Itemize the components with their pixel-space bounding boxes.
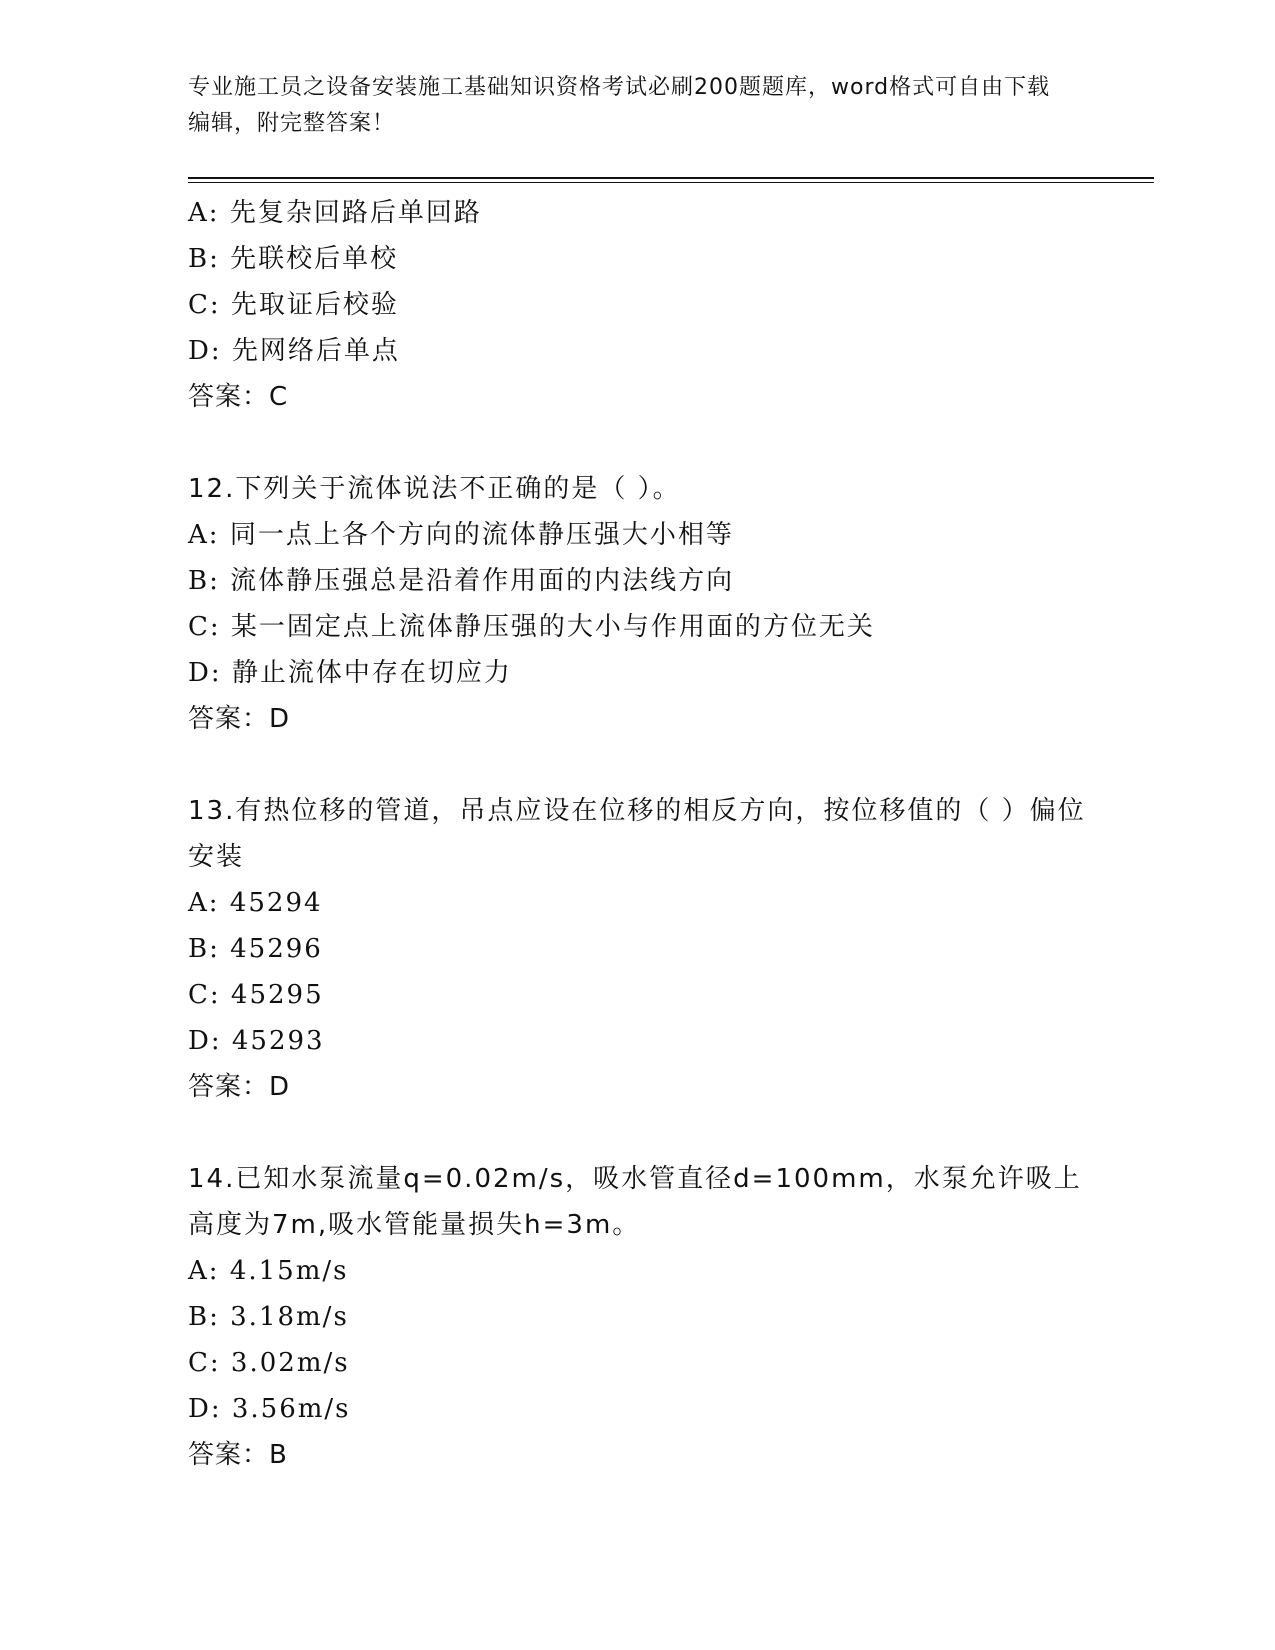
document-header: 专业施工员之设备安装施工基础知识资格考试必刷200题题库，word格式可自由下载编辑，附完整答案！ (188, 75, 1051, 136)
option-a (188, 190, 1088, 236)
option-text: 先联校后单校 (230, 244, 399, 274)
answer-label: 答案： (188, 1440, 270, 1470)
answer-value: D (269, 1072, 291, 1102)
option-b (188, 926, 1088, 972)
option-text: 3.18m/s (230, 1302, 349, 1332)
option-text: 先复杂回路后单回路 (229, 198, 482, 228)
header-rule-thin (188, 182, 1154, 183)
option-letter: A: (188, 198, 220, 228)
option-c (188, 1340, 1088, 1386)
option-text: 45293 (231, 1026, 325, 1056)
option-letter: C: (188, 612, 221, 642)
answer-value: C (269, 382, 289, 412)
option-b (188, 558, 1088, 604)
question-text: 12.下列关于流体说法不正确的是（ ）。 (188, 474, 681, 504)
option-a (188, 1248, 1088, 1294)
option-letter: A: (188, 888, 220, 918)
answer-label: 答案： (188, 1072, 270, 1102)
option-letter: A: (188, 520, 220, 550)
option-text: 静止流体中存在切应力 (231, 658, 512, 688)
question-block (188, 466, 1088, 742)
option-c (188, 972, 1088, 1018)
option-text: 4.15m/s (229, 1256, 349, 1286)
header-rule-thick (188, 177, 1154, 179)
answer-line (188, 1064, 1088, 1110)
answer-value: D (269, 704, 291, 734)
option-d (188, 1386, 1088, 1432)
question-text: 14.已知水泵流量q=0.02m/s，吸水管直径d=100mm，水泵允许吸上高度为7m,吸水管能量损失h=3m。 (188, 1164, 1082, 1240)
answer-label: 答案： (188, 382, 270, 412)
option-text: 3.02m/s (230, 1348, 350, 1378)
option-text: 3.56m/s (231, 1394, 351, 1424)
option-text: 某一固定点上流体静压强的大小与作用面的方位无关 (230, 612, 875, 642)
question-block (188, 788, 1088, 1110)
option-text: 45295 (230, 980, 324, 1010)
option-letter: A: (188, 1256, 220, 1286)
option-d (188, 1018, 1088, 1064)
option-letter: B: (188, 1302, 220, 1332)
question-list (188, 190, 1088, 1524)
option-a (188, 512, 1088, 558)
option-letter: C: (188, 980, 221, 1010)
option-text: 先网络后单点 (231, 336, 400, 366)
option-c (188, 282, 1088, 328)
option-text: 同一点上各个方向的流体静压强大小相等 (229, 520, 734, 550)
option-letter: D: (188, 1394, 222, 1424)
answer-line (188, 1432, 1088, 1478)
question-text: 13.有热位移的管道，吊点应设在位移的相反方向，按位移值的（ ）偏位安装 (188, 796, 1086, 872)
option-letter: D: (188, 658, 222, 688)
option-text: 流体静压强总是沿着作用面的内法线方向 (230, 566, 735, 596)
option-c (188, 604, 1088, 650)
option-letter: B: (188, 566, 220, 596)
option-text: 45294 (229, 888, 323, 918)
option-letter: B: (188, 934, 220, 964)
option-b (188, 236, 1088, 282)
question-block (188, 190, 1088, 420)
answer-value: B (269, 1440, 288, 1470)
answer-line (188, 374, 1088, 420)
option-letter: B: (188, 244, 220, 274)
option-b (188, 1294, 1088, 1340)
answer-line (188, 696, 1088, 742)
option-text: 45296 (230, 934, 323, 964)
question-block (188, 1156, 1088, 1478)
option-a (188, 880, 1088, 926)
option-d (188, 650, 1088, 696)
option-letter: D: (188, 336, 222, 366)
option-d (188, 328, 1088, 374)
option-letter: C: (188, 1348, 221, 1378)
answer-label: 答案： (188, 704, 270, 734)
option-letter: C: (188, 290, 221, 320)
option-text: 先取证后校验 (230, 290, 399, 320)
option-letter: D: (188, 1026, 222, 1056)
